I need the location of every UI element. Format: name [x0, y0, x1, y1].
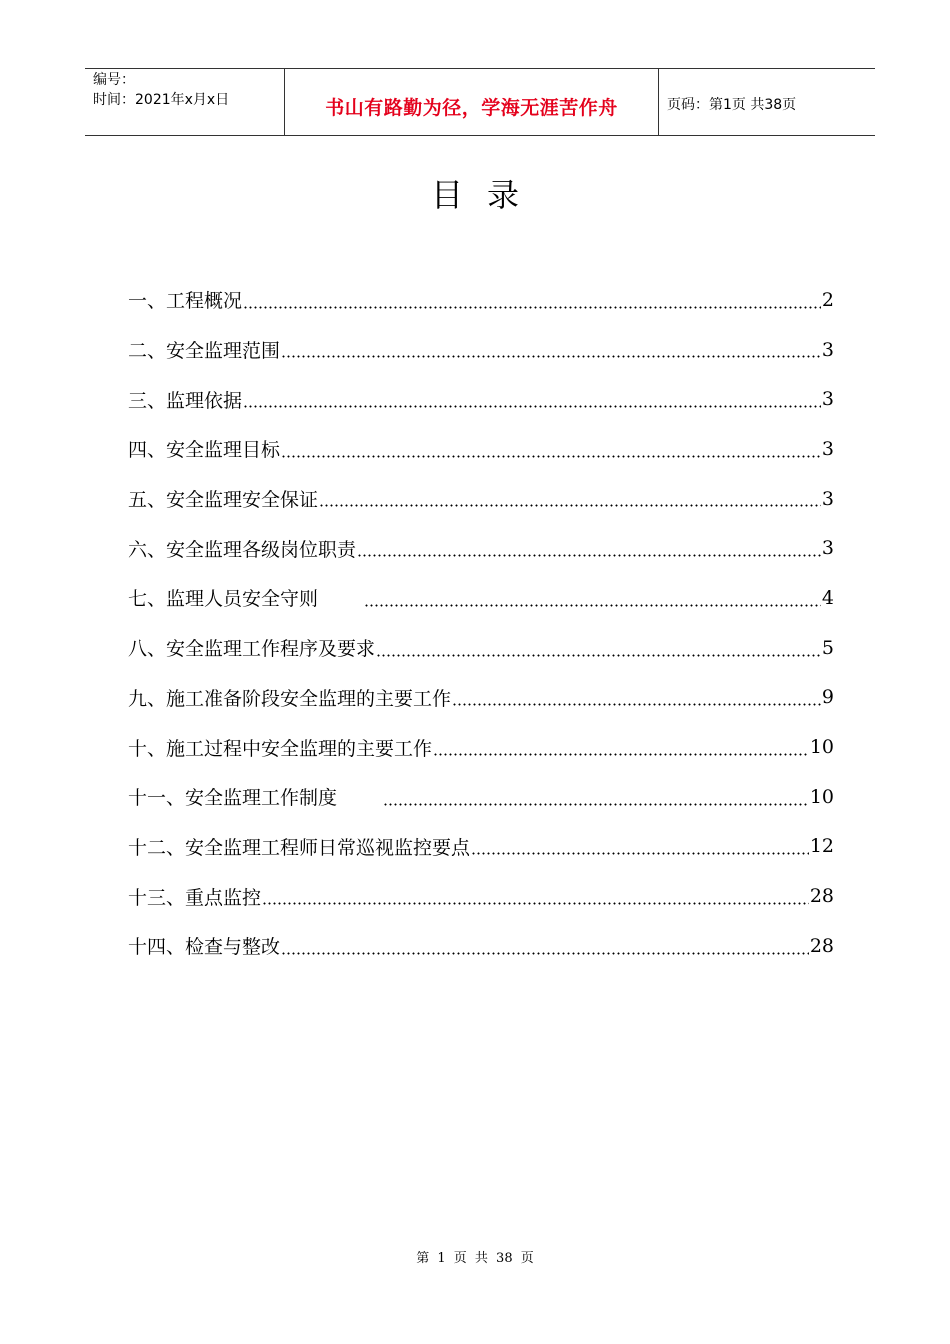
toc-entry-text: 二、安全监理范围 [128, 340, 281, 363]
toc-entry-text: 八、安全监理工作程序及要求 [128, 638, 376, 661]
toc-entry[interactable] [128, 374, 834, 424]
toc-entry[interactable] [128, 424, 834, 474]
toc-entry-page: 2 [821, 288, 834, 311]
toc-entry[interactable] [128, 275, 834, 325]
toc-entry-text: 九、施工准备阶段安全监理的主要工作 [128, 687, 452, 710]
toc-entry-text: 十三、重点监控 [128, 886, 262, 909]
toc-leader-dots [383, 803, 809, 806]
toc-entry[interactable] [128, 822, 834, 872]
toc-entry-page: 3 [821, 487, 834, 510]
toc-entry-page: 3 [821, 537, 834, 560]
toc-entry-text: 七、监理人员安全守则 [128, 588, 319, 611]
toc-entry-text: 五、安全监理安全保证 [128, 489, 319, 512]
toc-entry-text: 十一、安全监理工作制度 [128, 787, 338, 810]
toc-leader-dots [357, 554, 821, 557]
table-of-contents [128, 275, 834, 971]
toc-entry-text: 三、监理依据 [128, 389, 243, 412]
page-footer: 第 1 页 共 38 页 [416, 1251, 534, 1266]
toc-entry-text: 六、安全监理各级岗位职责 [128, 538, 357, 561]
toc-entry-text: 四、安全监理目标 [128, 439, 281, 462]
toc-entry-page: 9 [821, 686, 834, 709]
toc-entry-page: 10 [809, 785, 834, 808]
toc-entry-page: 5 [821, 636, 834, 659]
toc-entry[interactable] [128, 523, 834, 573]
toc-entry-page: 12 [809, 835, 834, 858]
header-info-cell [85, 69, 285, 135]
toc-leader-dots [364, 604, 821, 607]
toc-entry[interactable] [128, 722, 834, 772]
toc-entry[interactable] [128, 573, 834, 623]
toc-entry-text: 十二、安全监理工程师日常巡视监控要点 [128, 836, 471, 859]
toc-entry[interactable] [128, 772, 834, 822]
toc-leader-dots [471, 852, 809, 855]
time-label: 时间：2021年x月x日 [93, 92, 230, 108]
page-info: 页码：第1页 共38页 [667, 97, 797, 113]
number-label: 编号： [93, 72, 135, 88]
toc-leader-dots [452, 703, 821, 706]
toc-entry-page: 3 [821, 437, 834, 460]
toc-leader-dots [243, 306, 821, 309]
toc-entry[interactable] [128, 871, 834, 921]
toc-leader-dots [319, 504, 821, 507]
toc-entry-page: 28 [809, 885, 834, 908]
header-page-cell [659, 69, 875, 135]
toc-entry[interactable] [128, 673, 834, 723]
toc-entry-page: 10 [809, 736, 834, 759]
toc-leader-dots [433, 753, 809, 756]
toc-entry[interactable] [128, 921, 834, 971]
toc-entry[interactable] [128, 325, 834, 375]
toc-entry-page: 3 [821, 388, 834, 411]
toc-entry-page: 28 [809, 934, 834, 957]
toc-entry-text: 十、施工过程中安全监理的主要工作 [128, 737, 433, 760]
toc-leader-dots [281, 952, 809, 955]
header-motto-cell [285, 69, 659, 135]
toc-leader-dots [281, 355, 821, 358]
toc-entry[interactable] [128, 474, 834, 524]
toc-entry[interactable] [128, 623, 834, 673]
toc-entry-page: 3 [821, 338, 834, 361]
toc-entry-text: 十四、检查与整改 [128, 936, 281, 959]
toc-entry-page: 4 [821, 586, 834, 609]
toc-leader-dots [281, 455, 821, 458]
toc-entry-text: 一、工程概况 [128, 290, 243, 313]
toc-leader-dots [376, 654, 821, 657]
page-title: 目录 [430, 176, 543, 214]
toc-leader-dots [262, 902, 809, 905]
toc-leader-dots [243, 405, 821, 408]
motto-text: 书山有路勤为径，学海无涯苦作舟 [325, 97, 618, 119]
document-header [85, 68, 875, 136]
